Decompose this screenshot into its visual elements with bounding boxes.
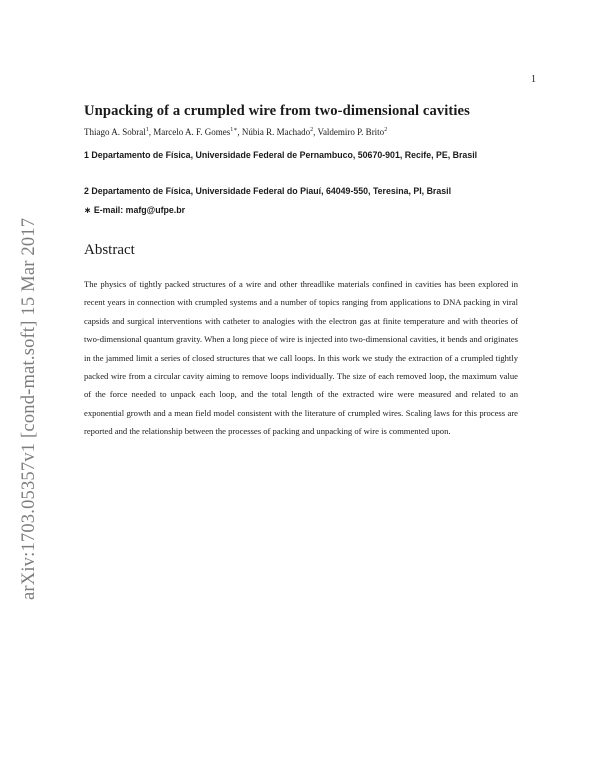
author-list	[84, 127, 387, 137]
author-name: Núbia R. Machado	[241, 127, 311, 137]
author-separator: ,	[313, 127, 318, 137]
email-label: E-mail:	[93, 205, 124, 215]
author-name: Marcelo A. F. Gomes	[153, 127, 231, 137]
abstract-text: The physics of tightly packed structures of a wire and other threadlike materials confined in cavities has been explored in recent years in connection with crumpled systems and a number of topics ranging from applications to DNA packing in viral capsids and surgical interventions with catheter to analogies with the electron gas at finite temperature and with theories of two-dimensional quantum gravity. When a long piece of wire is injected into two-dimensional cavities, it bends and originates in the jammed limit a series of closed structures that we call loops. In this work we study the extraction of a crumpled tightly packed wire from a circular cavity aiming to remove loops individually. The size of each removed loop, the maximum value of the force needed to unpack each loop, and the total length of the extracted wire were measured and related to an exponential growth and a mean field model consistent with the literature of crumpled wires. Scaling laws for this process are reported and the relationship between the processes of packing and unpacking of wire is commented upon.	[84, 279, 518, 437]
page-number: 1	[531, 74, 536, 85]
corresponding-email	[84, 202, 518, 218]
author-affiliation-mark: 1	[145, 127, 149, 133]
author-name: Thiago A. Sobral	[84, 127, 146, 137]
affiliation-1: 1 Departamento de Física, Universidade Federal de Pernambuco, 50670-901, Recife, PE, Brasil	[84, 150, 478, 160]
author-name: Valdemiro P. Brito	[317, 127, 385, 137]
author-affiliation-mark: 2	[384, 127, 388, 133]
author-affiliation-mark: 1∗	[230, 127, 238, 133]
email-address-link[interactable]: mafg@ufpe.br	[125, 205, 186, 215]
paper-title: Unpacking of a crumpled wire from two-dimensional cavities	[84, 103, 470, 119]
arxiv-identifier[interactable]: arXiv:1703.05357v1 [cond-mat.soft] 15 Mar 2017	[19, 217, 39, 600]
affiliation-2: 2 Departamento de Física, Universidade Federal do Piauí, 64049-550, Teresina, PI, Brasil	[84, 186, 452, 196]
author-separator: ,	[148, 127, 154, 137]
author-separator: ,	[237, 127, 242, 137]
corresponding-author-marker: ∗	[84, 205, 92, 215]
author-affiliation-mark: 2	[310, 127, 314, 133]
abstract-heading: Abstract	[84, 242, 135, 258]
